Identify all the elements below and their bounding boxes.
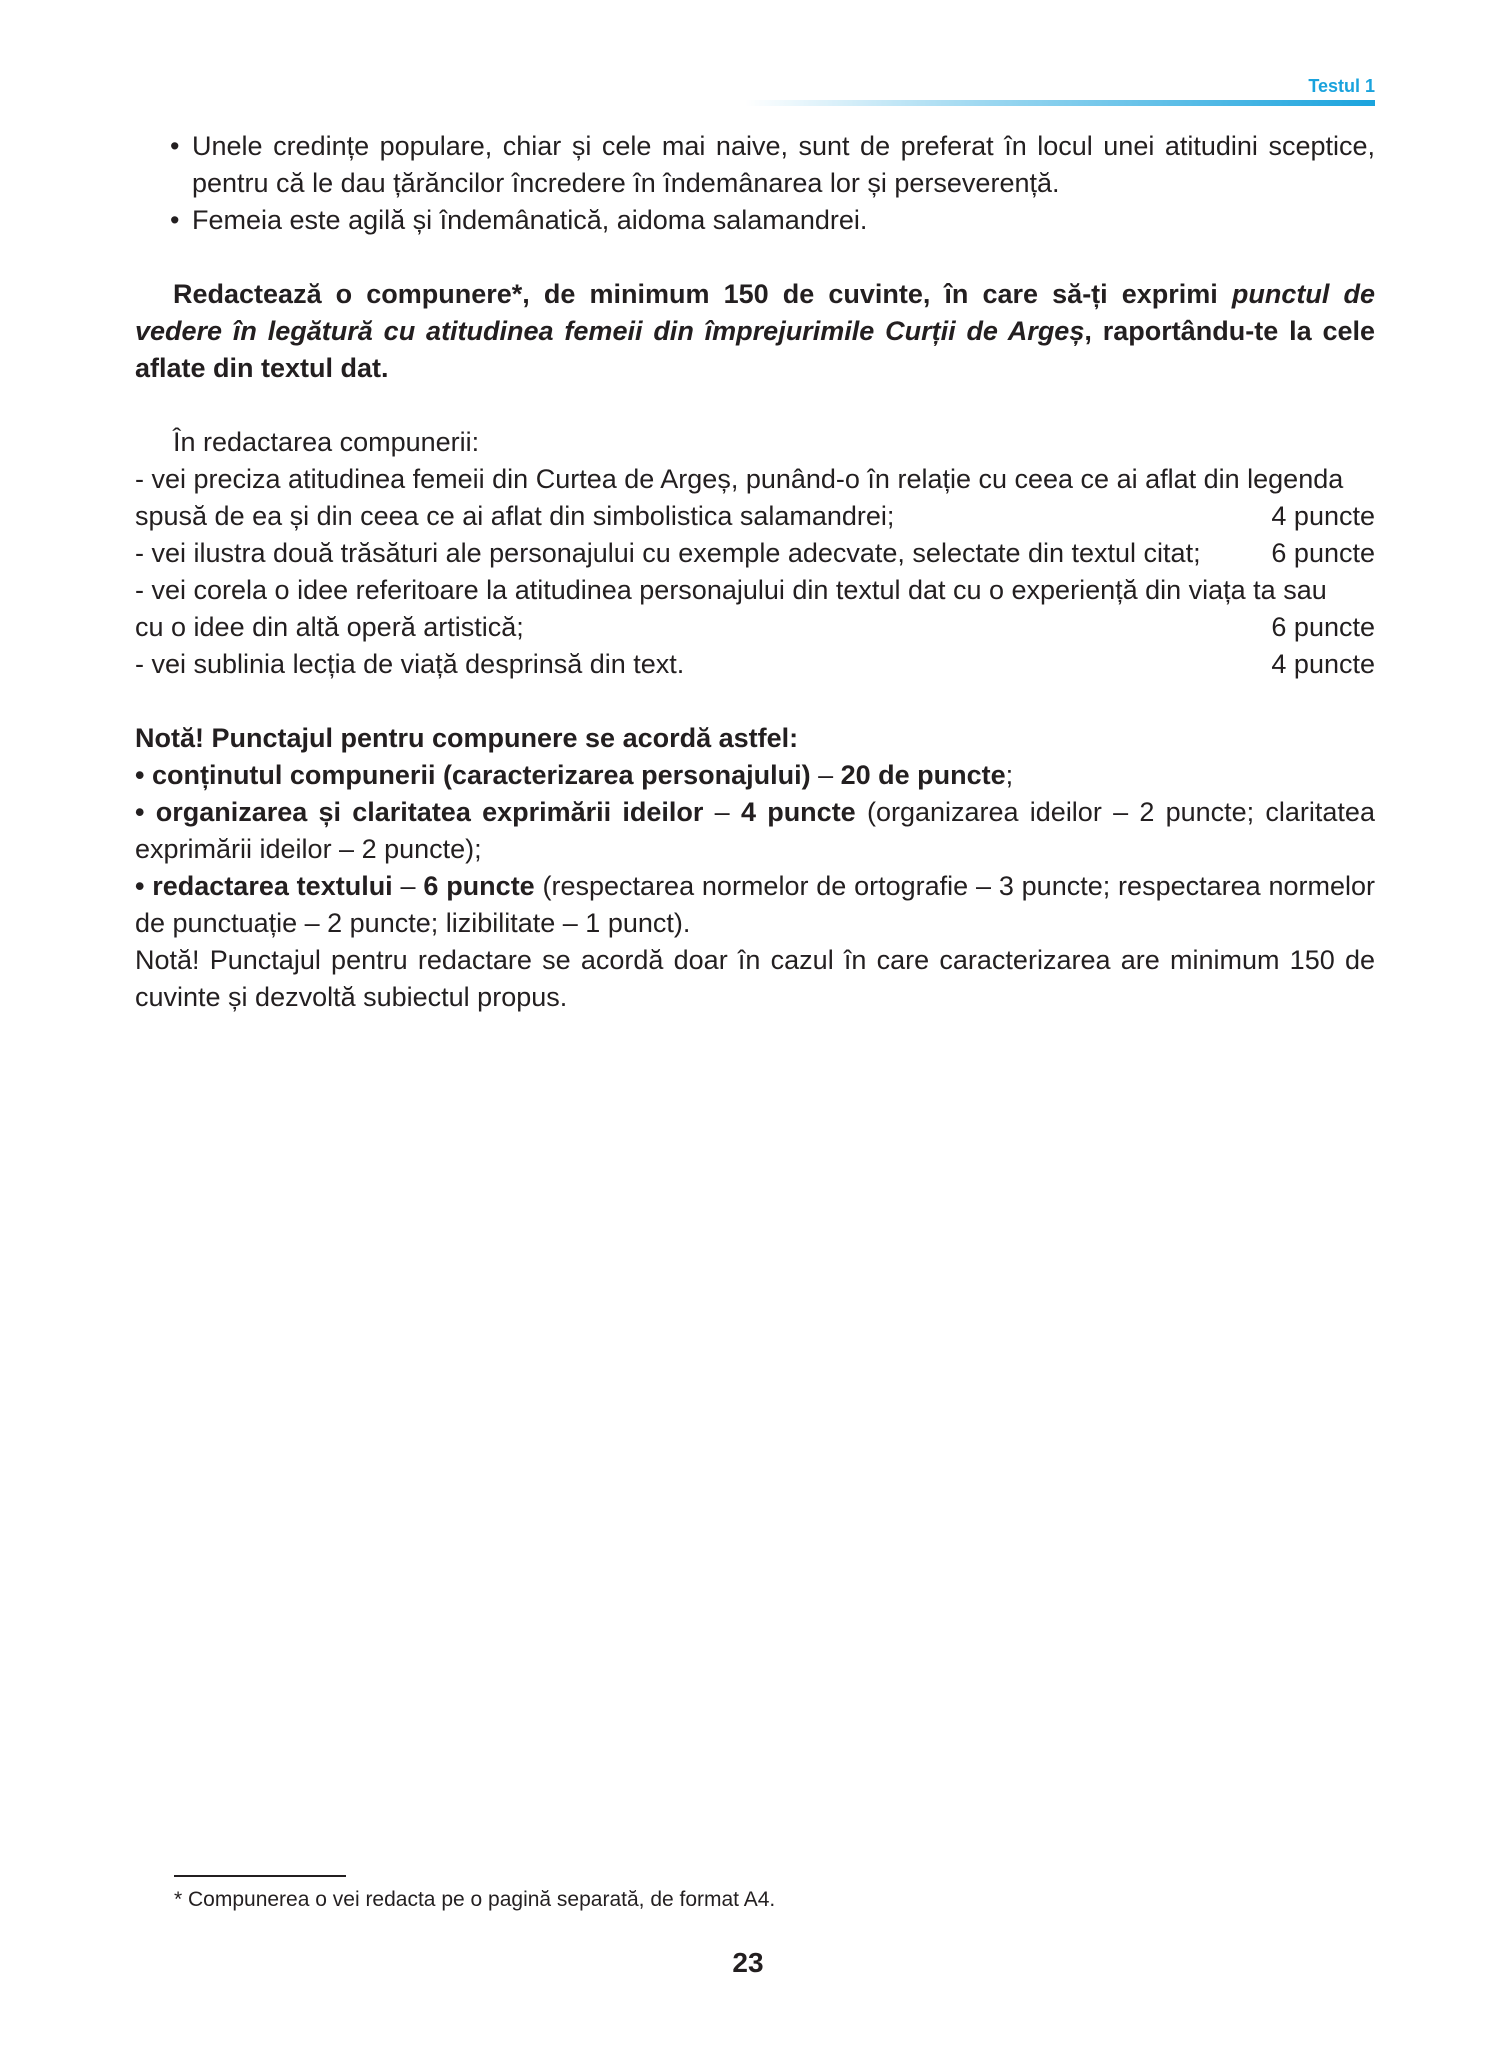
requirement-3-line2: cu o idee din altă operă artistică; — [135, 612, 524, 642]
requirement-4-points: 4 puncte — [1271, 649, 1375, 679]
bullet-item-2: • Femeia este agilă și îndemânatică, aidoma salamandrei. — [192, 202, 1375, 239]
page-number: 23 — [732, 1947, 764, 1978]
requirement-4-line: - vei sublinia lecția de viață desprinsă din text. — [135, 649, 685, 679]
requirement-2 — [135, 535, 1375, 572]
requirements-intro: În redactarea compunerii: — [173, 427, 480, 457]
header-rule — [745, 100, 1375, 106]
bullet-item-1: • Unele credințe populare, chiar și cele mai naive, sunt de preferat în locul unei atitudini sceptice, pentru că le dau țărăncilor încredere în îndemânarea lor și perseverență. — [192, 128, 1375, 202]
task-bold-end: , raportându-te la cele aflate din textul dat. — [135, 316, 1375, 383]
task-italic: punctul de vedere în legătură cu atitudinea femeii din împrejurimile Curții de Argeș — [135, 279, 1375, 346]
criterion-writing: • redactarea textului – 6 puncte (respectarea normelor de ortografie – 3 puncte; respectarea normelor de punctuație – 2 puncte; lizibilitate – 1 punct). — [135, 871, 1375, 938]
requirement-2-points: 6 puncte — [1271, 538, 1375, 568]
test-label: Testul 1 — [1308, 76, 1375, 96]
footnote: * Compunerea o vei redacta pe o pagină separată, de format A4. — [174, 1888, 776, 1911]
requirement-3-line1: - vei corela o idee referitoare la atitudinea personajului din textul dat cu o experiență din viața ta sau — [135, 575, 1327, 605]
criterion-content: • conținutul compunerii (caracterizarea personajului) – 20 de puncte; — [135, 760, 1014, 790]
requirements-list — [135, 461, 1375, 683]
requirement-3-points: 6 puncte — [1271, 612, 1375, 642]
requirement-4 — [135, 646, 1375, 683]
requirement-3 — [135, 572, 1375, 646]
bullet-list — [135, 128, 1375, 239]
criterion-organization: • organizarea și claritatea exprimării ideilor – 4 puncte (organizarea ideilor – 2 puncte; claritatea exprimării ideilor – 2 puncte); — [135, 797, 1375, 864]
scoring-notes — [135, 720, 1375, 1016]
requirement-2-line: - vei ilustra două trăsături ale personajului cu exemple adecvate, selectate din textul citat; — [135, 538, 1201, 568]
requirement-1-points: 4 puncte — [1271, 501, 1375, 531]
requirement-1-line1: - vei preciza atitudinea femeii din Curtea de Argeș, punând-o în relație cu ceea ce ai aflat din legenda — [135, 464, 1344, 494]
scoring-title: Notă! Punctajul pentru compunere se acordă astfel: — [135, 723, 799, 753]
task-bold: Redactează o compunere*, de minimum 150 de cuvinte, în care să-ți exprimi — [173, 279, 1232, 309]
footnote-divider — [174, 1875, 346, 1877]
final-note: Notă! Punctajul pentru redactare se acordă doar în cazul în care caracterizarea are minimum 150 de cuvinte și dezvoltă subiectul propus. — [135, 945, 1375, 1012]
requirement-1 — [135, 461, 1375, 535]
page-content — [135, 128, 1375, 1016]
task-statement — [135, 276, 1375, 387]
requirement-1-line2: spusă de ea și din ceea ce ai aflat din simbolistica salamandrei; — [135, 501, 895, 531]
